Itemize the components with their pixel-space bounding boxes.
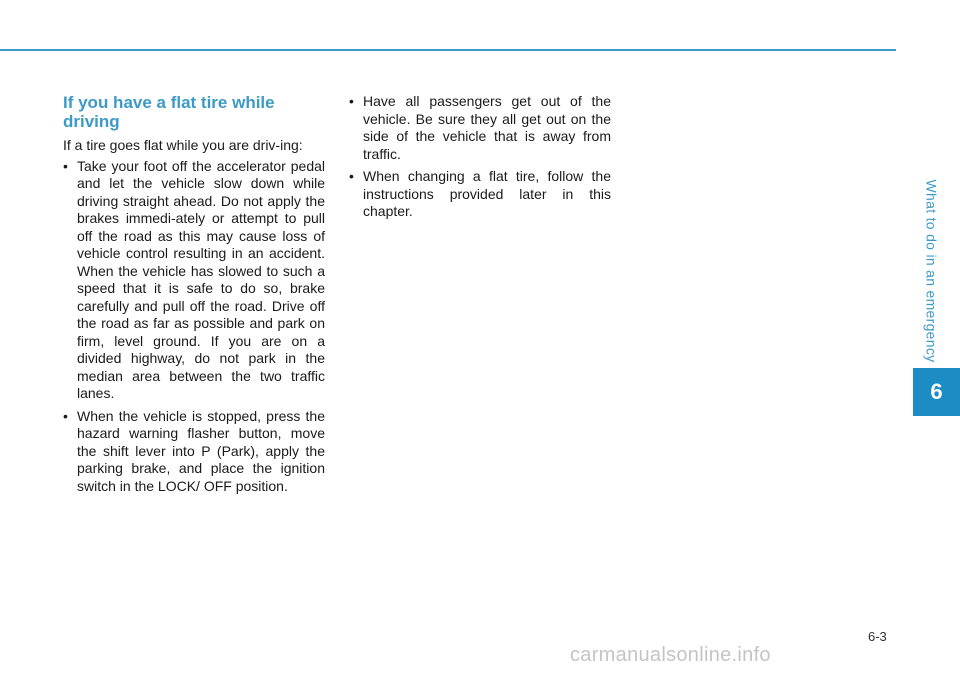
watermark: carmanualsonline.info (570, 644, 771, 666)
left-bullet-list (63, 158, 325, 496)
bullet-icon: • (63, 157, 68, 174)
bullet-icon: • (63, 407, 68, 424)
right-column (349, 93, 611, 226)
list-item (349, 168, 611, 221)
chapter-side-label (921, 176, 941, 366)
top-rule (0, 49, 896, 51)
bullet-icon: • (349, 93, 354, 109)
chapter-title: What to do in an emergency (923, 179, 939, 363)
section-heading: If you have a flat tire while driving (63, 93, 275, 131)
intro-paragraph: If a tire goes flat while you are driv-ing: (63, 137, 303, 153)
left-column (63, 93, 325, 500)
list-item (349, 93, 611, 163)
chapter-tab[interactable] (913, 368, 960, 416)
list-item (63, 408, 325, 496)
list-item-text: When the vehicle is stopped, press the hazard warning flasher button, move the shift lever into P (Park), apply the parking brake, and place the ignition switch in the LOCK/ OFF position. (77, 407, 325, 494)
bullet-icon: • (349, 168, 354, 184)
right-bullet-list (349, 93, 611, 221)
list-item (63, 158, 325, 403)
page-number: 6-3 (868, 629, 887, 644)
list-item-text: Have all passengers get out of the vehicle. Be sure they all get out on the side of the vehicle that is away from traffic. (363, 93, 611, 162)
list-item-text: When changing a flat tire, follow the instructions provided later in this chapter. (363, 168, 611, 219)
list-item-text: Take your foot off the accelerator pedal and let the vehicle slow down while driving straight ahead. Do not apply the brakes immedi-ately or attempt to pull off the road as this may cause loss of vehicle control resulting in an accident. When the vehicle has slowed to such a speed that it is safe to do so, brake carefully and pull off the road. Drive off the road as far as possible and park on firm, level ground. If you are on a divided highway, do not park in the median area between the two traffic lanes. (77, 157, 325, 401)
chapter-number: 6 (930, 379, 943, 404)
